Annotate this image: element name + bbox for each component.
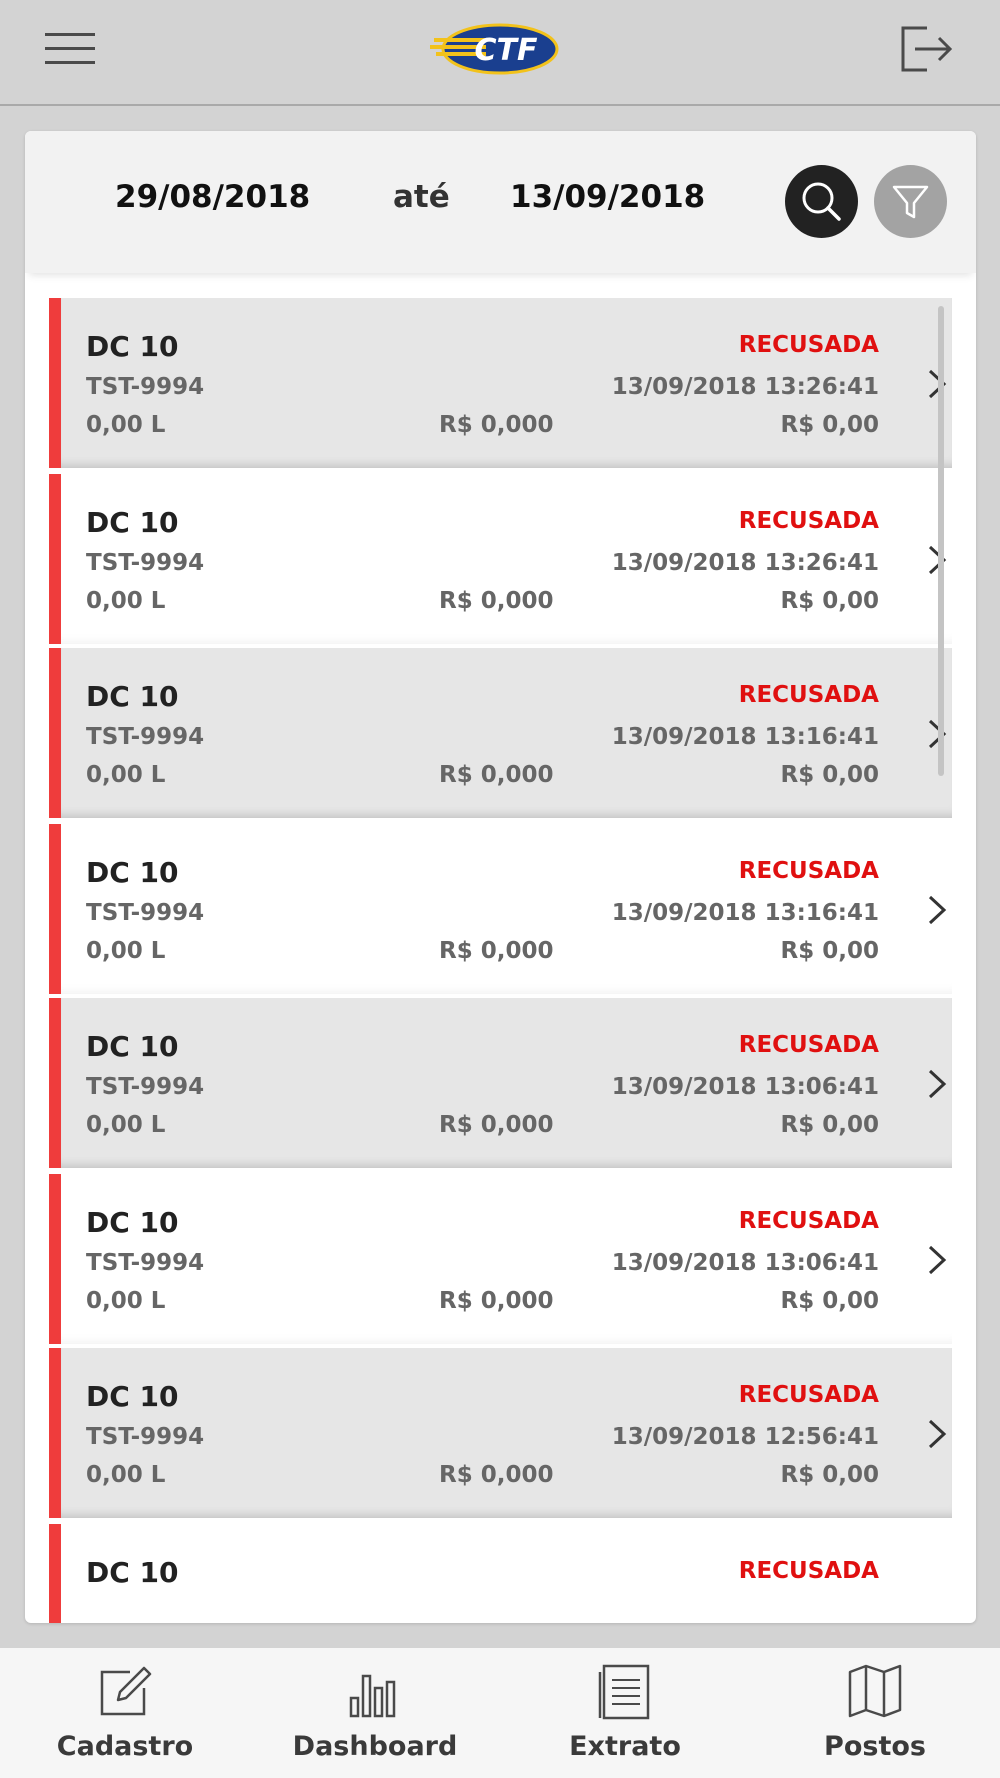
transaction-datetime: 13/09/2018 13:16:41 [611, 900, 879, 926]
transaction-row[interactable] [49, 998, 952, 1168]
date-range-separator: até [393, 179, 450, 215]
vehicle-plate: TST-9994 [86, 550, 205, 576]
liters: 0,00 L [86, 1112, 166, 1138]
app-header [0, 0, 1000, 106]
nav-label: Dashboard [292, 1731, 458, 1762]
statement-card [25, 131, 976, 1623]
vehicle-plate: TST-9994 [86, 724, 205, 750]
status-color-bar [49, 824, 61, 994]
total-value: R$ 0,00 [780, 938, 879, 964]
unit-price: R$ 0,000 [439, 588, 554, 614]
liters: 0,00 L [86, 412, 166, 438]
status-color-bar [49, 648, 61, 818]
bar-chart-icon [346, 1662, 404, 1720]
transaction-datetime: 13/09/2018 13:26:41 [611, 550, 879, 576]
fuel-type: DC 10 [86, 506, 179, 539]
nav-label: Cadastro [56, 1731, 194, 1762]
transaction-datetime: 13/09/2018 13:16:41 [611, 724, 879, 750]
total-value: R$ 0,00 [780, 1462, 879, 1488]
vehicle-plate: TST-9994 [86, 1424, 205, 1450]
liters: 0,00 L [86, 762, 166, 788]
fuel-type: DC 10 [86, 330, 179, 363]
map-icon [846, 1662, 904, 1720]
bottom-navigation [0, 1648, 1000, 1778]
status-badge: RECUSADA [738, 682, 879, 708]
date-from-field[interactable]: 29/08/2018 [115, 179, 311, 215]
transaction-datetime: 13/09/2018 13:26:41 [611, 374, 879, 400]
vehicle-plate: TST-9994 [86, 1074, 205, 1100]
nav-label: Postos [824, 1731, 926, 1762]
nav-label: Extrato [569, 1731, 681, 1762]
chevron-right-icon [926, 894, 948, 926]
unit-price: R$ 0,000 [439, 938, 554, 964]
nav-item-cadastro[interactable] [0, 1648, 250, 1778]
chevron-right-icon [926, 1418, 948, 1450]
transaction-row[interactable] [49, 298, 952, 468]
total-value: R$ 0,00 [780, 1288, 879, 1314]
unit-price: R$ 0,000 [439, 1462, 554, 1488]
transaction-row[interactable] [49, 1524, 952, 1623]
nav-item-extrato[interactable] [500, 1648, 750, 1778]
vehicle-plate: TST-9994 [86, 900, 205, 926]
fuel-type: DC 10 [86, 1556, 179, 1589]
chevron-right-icon [926, 368, 948, 400]
nav-item-dashboard[interactable] [250, 1648, 500, 1778]
status-badge: RECUSADA [738, 1208, 879, 1234]
date-to-field[interactable]: 13/09/2018 [510, 179, 706, 215]
unit-price: R$ 0,000 [439, 1288, 554, 1314]
search-button[interactable] [785, 165, 858, 238]
vehicle-plate: TST-9994 [86, 1250, 205, 1276]
liters: 0,00 L [86, 1288, 166, 1314]
chevron-right-icon [926, 1068, 948, 1100]
transaction-row[interactable] [49, 824, 952, 994]
transaction-row[interactable] [49, 1348, 952, 1518]
liters: 0,00 L [86, 588, 166, 614]
unit-price: R$ 0,000 [439, 762, 554, 788]
total-value: R$ 0,00 [780, 762, 879, 788]
filter-button[interactable] [874, 165, 947, 238]
status-color-bar [49, 1348, 61, 1518]
edit-icon [96, 1662, 154, 1720]
funnel-icon [874, 165, 947, 238]
hamburger-menu-icon[interactable] [45, 30, 95, 66]
vehicle-plate: TST-9994 [86, 374, 205, 400]
status-color-bar [49, 998, 61, 1168]
transaction-row[interactable] [49, 648, 952, 818]
total-value: R$ 0,00 [780, 588, 879, 614]
nav-item-postos[interactable] [750, 1648, 1000, 1778]
unit-price: R$ 0,000 [439, 1112, 554, 1138]
liters: 0,00 L [86, 1462, 166, 1488]
list-scrollbar[interactable] [938, 306, 944, 776]
chevron-right-icon [926, 718, 948, 750]
fuel-type: DC 10 [86, 680, 179, 713]
chevron-right-icon [926, 544, 948, 576]
status-color-bar [49, 474, 61, 644]
ctf-logo [430, 20, 560, 78]
transaction-row[interactable] [49, 1174, 952, 1344]
fuel-type: DC 10 [86, 1380, 179, 1413]
document-icon [596, 1662, 654, 1720]
fuel-type: DC 10 [86, 1030, 179, 1063]
date-filter-bar [25, 131, 976, 273]
status-color-bar [49, 298, 61, 468]
status-badge: RECUSADA [738, 1558, 879, 1584]
status-badge: RECUSADA [738, 508, 879, 534]
search-icon [785, 165, 858, 238]
transaction-list[interactable] [25, 298, 976, 1623]
fuel-type: DC 10 [86, 1206, 179, 1239]
liters: 0,00 L [86, 938, 166, 964]
status-color-bar [49, 1524, 61, 1623]
total-value: R$ 0,00 [780, 1112, 879, 1138]
unit-price: R$ 0,000 [439, 412, 554, 438]
transaction-row[interactable] [49, 474, 952, 644]
transaction-datetime: 13/09/2018 12:56:41 [611, 1424, 879, 1450]
status-badge: RECUSADA [738, 858, 879, 884]
chevron-right-icon [926, 1244, 948, 1276]
status-badge: RECUSADA [738, 1382, 879, 1408]
transaction-datetime: 13/09/2018 13:06:41 [611, 1250, 879, 1276]
fuel-type: DC 10 [86, 856, 179, 889]
total-value: R$ 0,00 [780, 412, 879, 438]
transaction-datetime: 13/09/2018 13:06:41 [611, 1074, 879, 1100]
logout-icon[interactable] [897, 24, 953, 74]
status-color-bar [49, 1174, 61, 1344]
svg-text:CTF: CTF [474, 33, 538, 68]
status-badge: RECUSADA [738, 332, 879, 358]
status-badge: RECUSADA [738, 1032, 879, 1058]
